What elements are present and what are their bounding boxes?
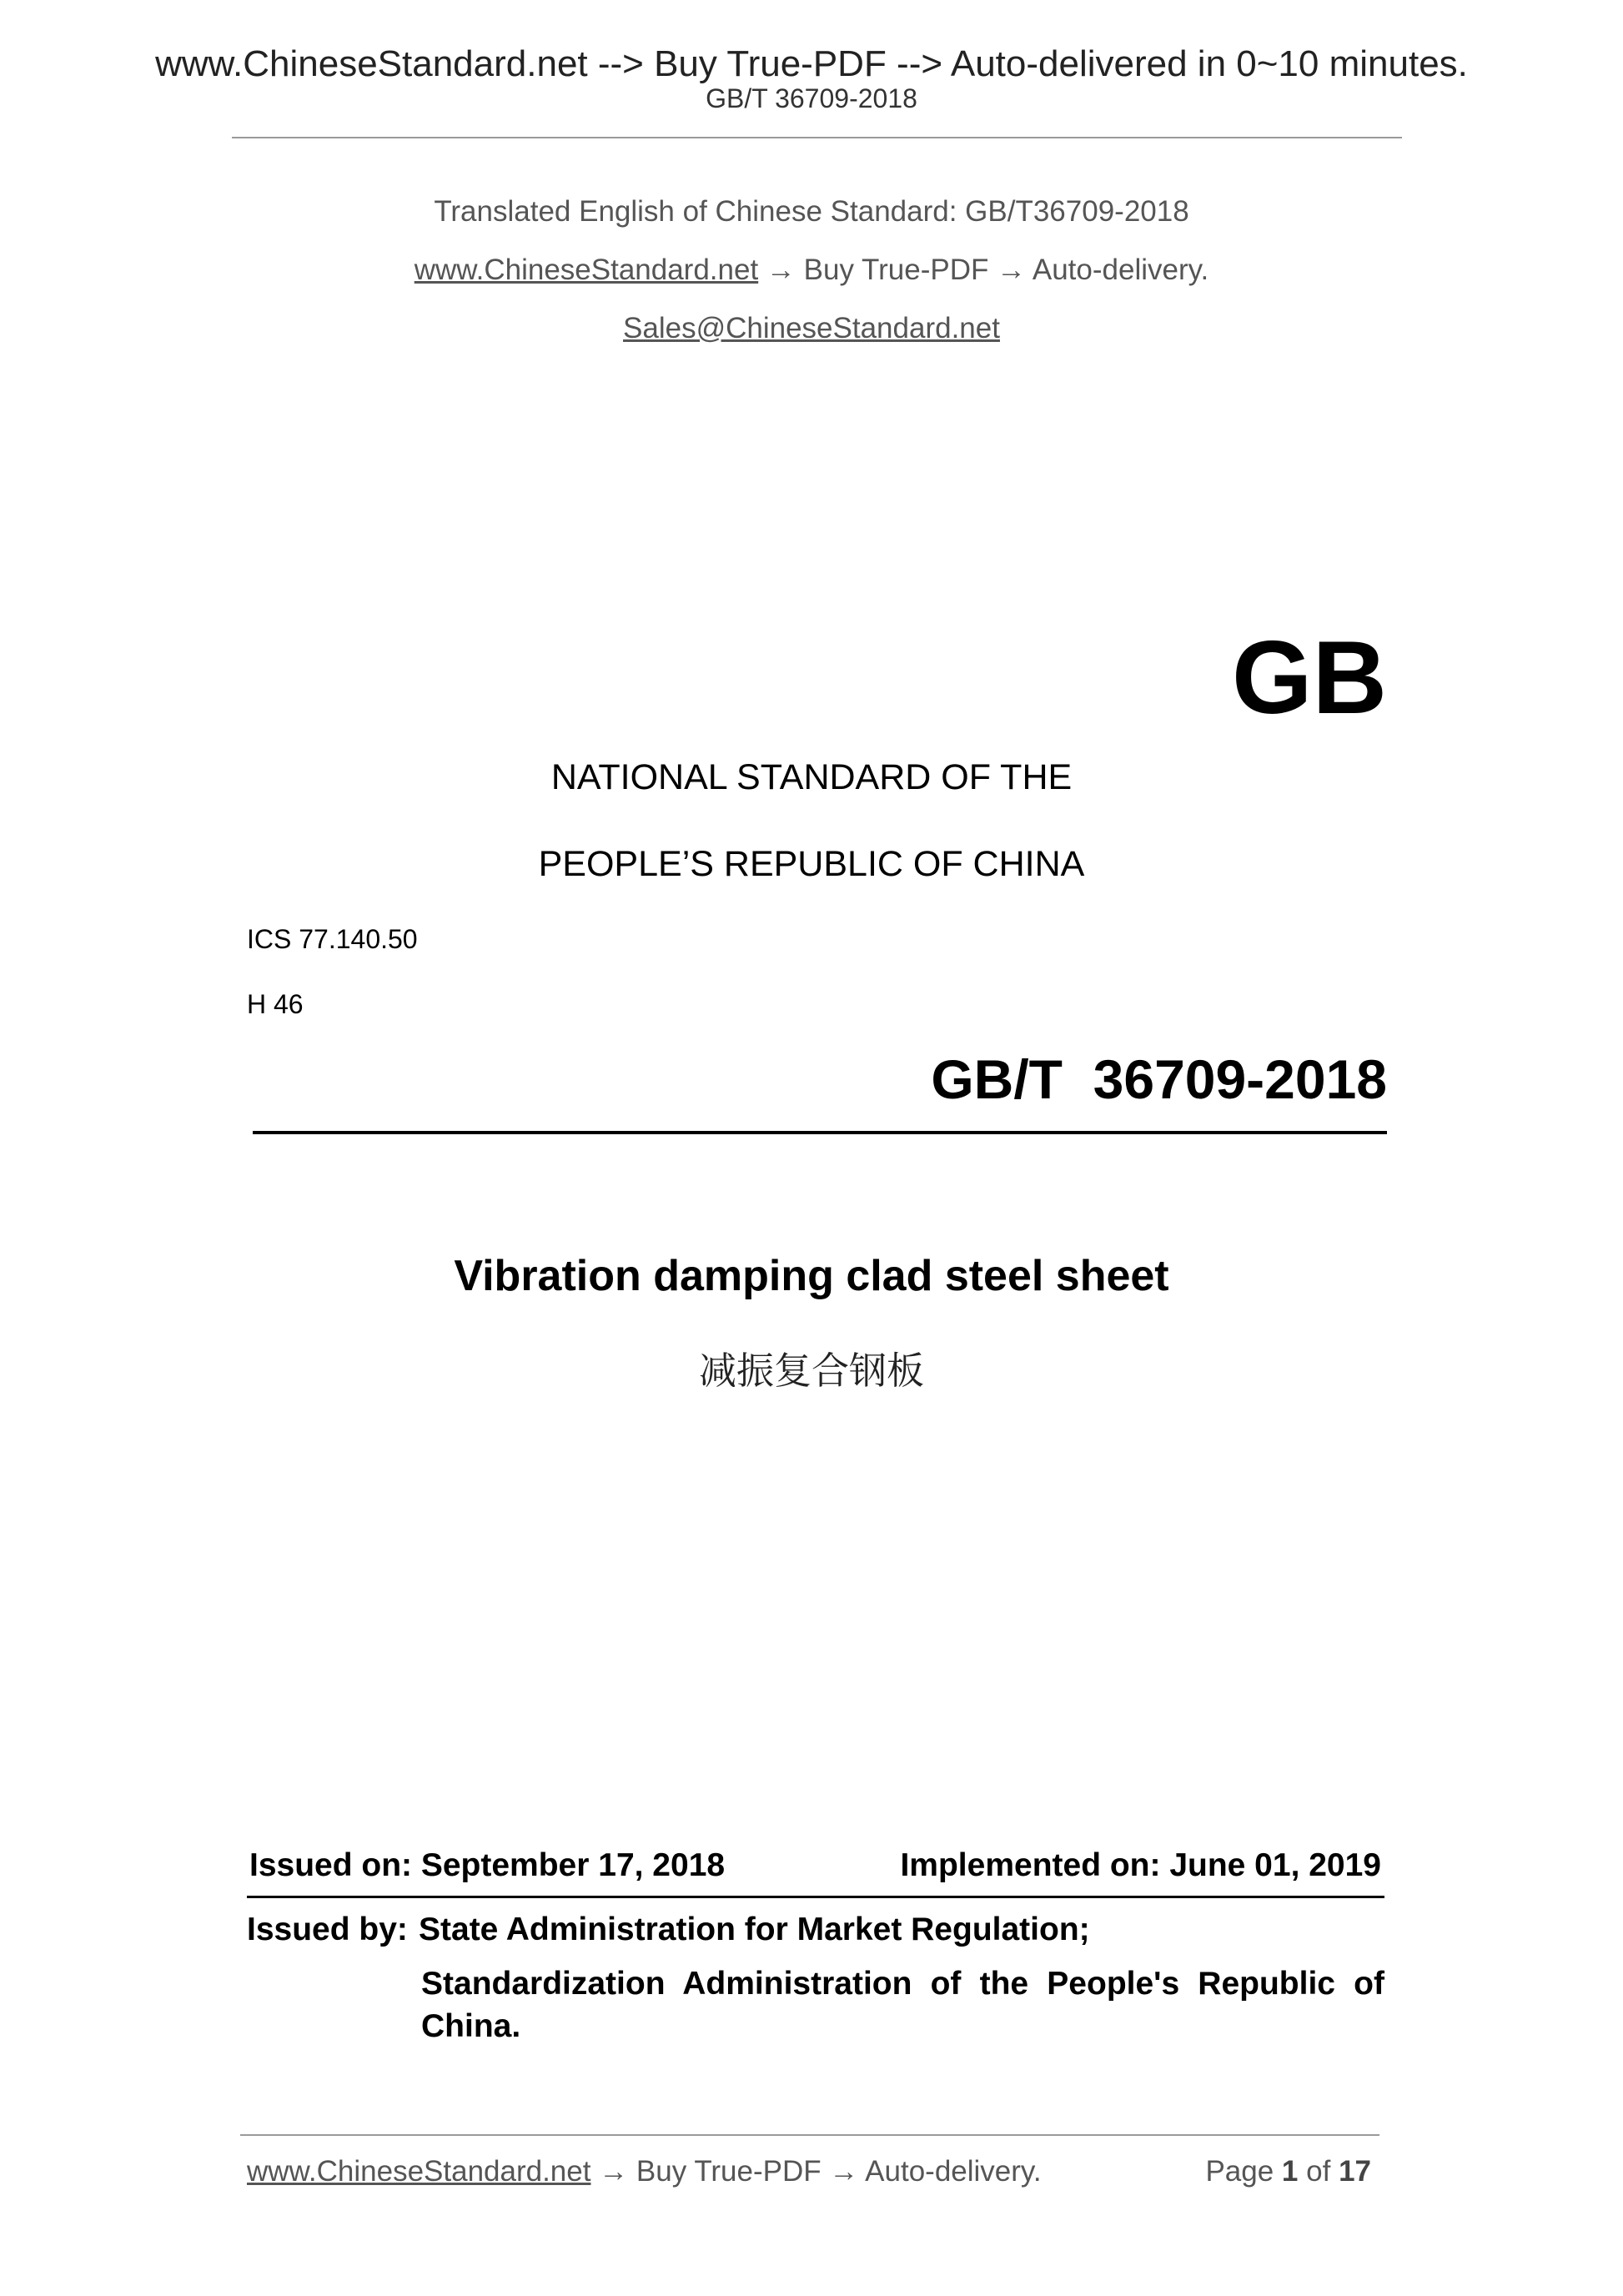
page-total: 17 <box>1339 2155 1371 2188</box>
issued-by-line2: Standardization Administration of the People's Republic of <box>421 1966 1384 2002</box>
page-of: of <box>1306 2155 1331 2188</box>
site-line <box>0 254 1623 287</box>
page-current: 1 <box>1281 2155 1299 2188</box>
issued-by-label: Issued by: <box>247 1912 408 1947</box>
national-standard-line2: PEOPLE’S REPUBLIC OF CHINA <box>538 844 1085 884</box>
site-suffix: → Buy True-PDF → Auto-delivery. <box>758 254 1209 286</box>
top-banner: www.ChineseStandard.net --> Buy True-PDF --> Auto-delivered in 0~10 minutes. <box>155 43 1468 84</box>
translated-note: Translated English of Chinese Standard: GB/T36709-2018 <box>434 195 1189 228</box>
site-link[interactable]: www.ChineseStandard.net <box>414 254 759 286</box>
header-divider <box>232 137 1402 138</box>
email-line <box>0 312 1623 345</box>
title-english: Vibration damping clad steel sheet <box>454 1252 1169 1300</box>
issued-on-date: Issued on: September 17, 2018 <box>249 1847 726 1883</box>
title-chinese: 减振复合钢板 <box>698 1349 924 1393</box>
footer-site-link[interactable]: www.ChineseStandard.net <box>247 2155 591 2188</box>
header-doc-code: GB/T 36709-2018 <box>706 83 917 113</box>
issued-by-line1: State Administration for Market Regulation; <box>419 1912 1090 1947</box>
issued-by-line3: China. <box>421 2008 521 2044</box>
page-label: Page <box>1205 2155 1274 2188</box>
footer-site-line <box>247 2155 1042 2188</box>
issue-divider <box>247 1896 1384 1898</box>
footer-site-suffix: → Buy True-PDF → Auto-delivery. <box>590 2155 1042 2188</box>
ics-code: ICS 77.140.50 <box>247 924 418 954</box>
footer-divider <box>240 2134 1379 2136</box>
email-link[interactable]: Sales@ChineseStandard.net <box>623 312 1000 344</box>
national-standard-line1: NATIONAL STANDARD OF THE <box>550 757 1073 797</box>
standard-number-divider <box>253 1131 1387 1134</box>
implemented-on-date: Implemented on: June 01, 2019 <box>900 1847 1381 1883</box>
gb-logo: GB <box>1232 620 1387 736</box>
standard-number: GB/T 36709-2018 <box>931 1048 1387 1110</box>
page-indicator <box>1205 2155 1371 2188</box>
h-code: H 46 <box>247 989 304 1019</box>
